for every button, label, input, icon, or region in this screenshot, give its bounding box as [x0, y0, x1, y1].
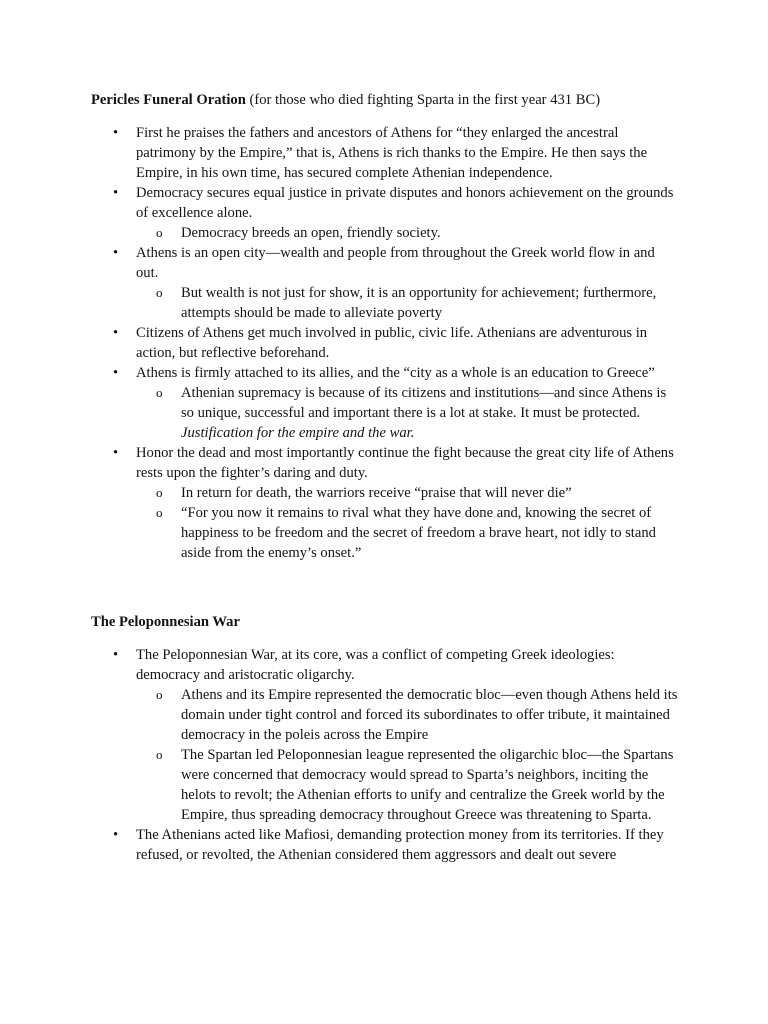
sub-item-italic-note: Justification for the empire and the war. — [181, 425, 415, 441]
sub-list-item — [156, 685, 679, 745]
sub-list-item — [156, 503, 679, 563]
sub-item-text: In return for death, the warriors receive “praise that will never die” — [181, 485, 572, 501]
sub-bullet: o — [156, 285, 163, 300]
sub-item-text: Athens and its Empire represented the democratic bloc—even though Athens held its domain under tight control and forced its subordinates to offer tribute, it maintained democracy in the poleis across the Empire — [181, 687, 678, 743]
bullet: • — [113, 365, 119, 381]
sub-list-item — [156, 223, 679, 243]
list-item — [0, 825, 676, 865]
heading-title: The Peloponnesian War — [91, 614, 240, 630]
section-heading-funeral-oration — [91, 90, 691, 110]
sub-item-text: Democracy breeds an open, friendly society. — [181, 225, 441, 241]
sub-item-text: But wealth is not just for show, it is an opportunity for achievement; furthermore, attempts should be made to alleviate poverty — [181, 285, 657, 321]
sub-bullet: o — [156, 485, 163, 500]
sub-bullet: o — [156, 385, 163, 400]
sub-item-text: “For you now it remains to rival what they have done and, knowing the secret of happiness to be freedom and the secret of freedom a brave heart, not idly to stand aside from the enemy’s onset.” — [181, 505, 656, 561]
bullet: • — [113, 125, 119, 141]
sub-list-item — [156, 745, 679, 825]
list-item-text: First he praises the fathers and ancestors of Athens for “they enlarged the ancestral patrimony by the Empire,” that is, Athens is rich thanks to the Empire. He then says the Empire, in his own time, has secured complete Athenian independence. — [136, 125, 648, 181]
sub-bullet: o — [156, 747, 163, 762]
list-item-text: Athens is firmly attached to its allies, and the “city as a whole is an education to Greece” — [136, 365, 655, 381]
sub-list — [136, 483, 676, 563]
section-heading-peloponnesian-war — [91, 612, 691, 632]
heading-title: Pericles Funeral Oration — [91, 92, 246, 108]
heading-subtitle: (for those who died fighting Sparta in the first year 431 BC) — [245, 92, 601, 108]
sub-list — [136, 383, 676, 443]
bullet: • — [113, 647, 119, 663]
sub-bullet: o — [156, 687, 163, 702]
list-item-text: The Peloponnesian War, at its core, was a conflict of competing Greek ideologies: democracy and aristocratic oligarchy. — [136, 647, 615, 683]
list-item-text: Citizens of Athens get much involved in public, civic life. Athenians are adventurous in action, but reflective beforehand. — [136, 325, 648, 361]
list-item — [0, 363, 676, 443]
list-item — [0, 243, 676, 323]
bullet: • — [113, 185, 119, 201]
peloponnesian-war-list — [0, 645, 768, 865]
list-item-text: Honor the dead and most importantly continue the fight because the great city life of Athens rests upon the fighter’s daring and duty. — [136, 445, 674, 481]
list-item-text: The Athenians acted like Mafiosi, demanding protection money from its territories. If they refused, or revolted, the Athenian considered them aggressors and dealt out severe — [136, 827, 664, 863]
bullet: • — [113, 445, 119, 461]
sub-list-item — [156, 483, 679, 503]
list-item — [0, 645, 676, 825]
list-item — [0, 183, 676, 243]
bullet: • — [113, 325, 119, 341]
sub-list — [136, 283, 676, 323]
bullet: • — [113, 245, 119, 261]
sub-item-text: The Spartan led Peloponnesian league represented the oligarchic bloc—the Spartans were concerned that democracy would spread to Sparta’s neighbors, inciting the helots to revolt; the Athenian efforts to unify and centralize the Greek world by the Empire, thus spreading democracy throughout Greece was threatening to Sparta. — [181, 747, 674, 823]
list-item-text: Athens is an open city—wealth and people from throughout the Greek world flow in and out. — [136, 245, 655, 281]
sub-list — [136, 685, 676, 825]
list-item — [0, 123, 676, 183]
sub-list-item — [156, 283, 679, 323]
sub-item-text: Athenian supremacy is because of its citizens and institutions—and since Athens is so unique, successful and important there is a lot at stake. It must be protected. — [181, 385, 667, 421]
funeral-oration-list — [0, 123, 768, 563]
sub-bullet: o — [156, 505, 163, 520]
list-item-text: Democracy secures equal justice in private disputes and honors achievement on the grounds of excellence alone. — [136, 185, 674, 221]
sub-bullet: o — [156, 225, 163, 240]
list-item — [0, 323, 676, 363]
list-item — [0, 443, 676, 563]
sub-list — [136, 223, 676, 243]
sub-list-item — [156, 383, 679, 443]
bullet: • — [113, 827, 119, 843]
